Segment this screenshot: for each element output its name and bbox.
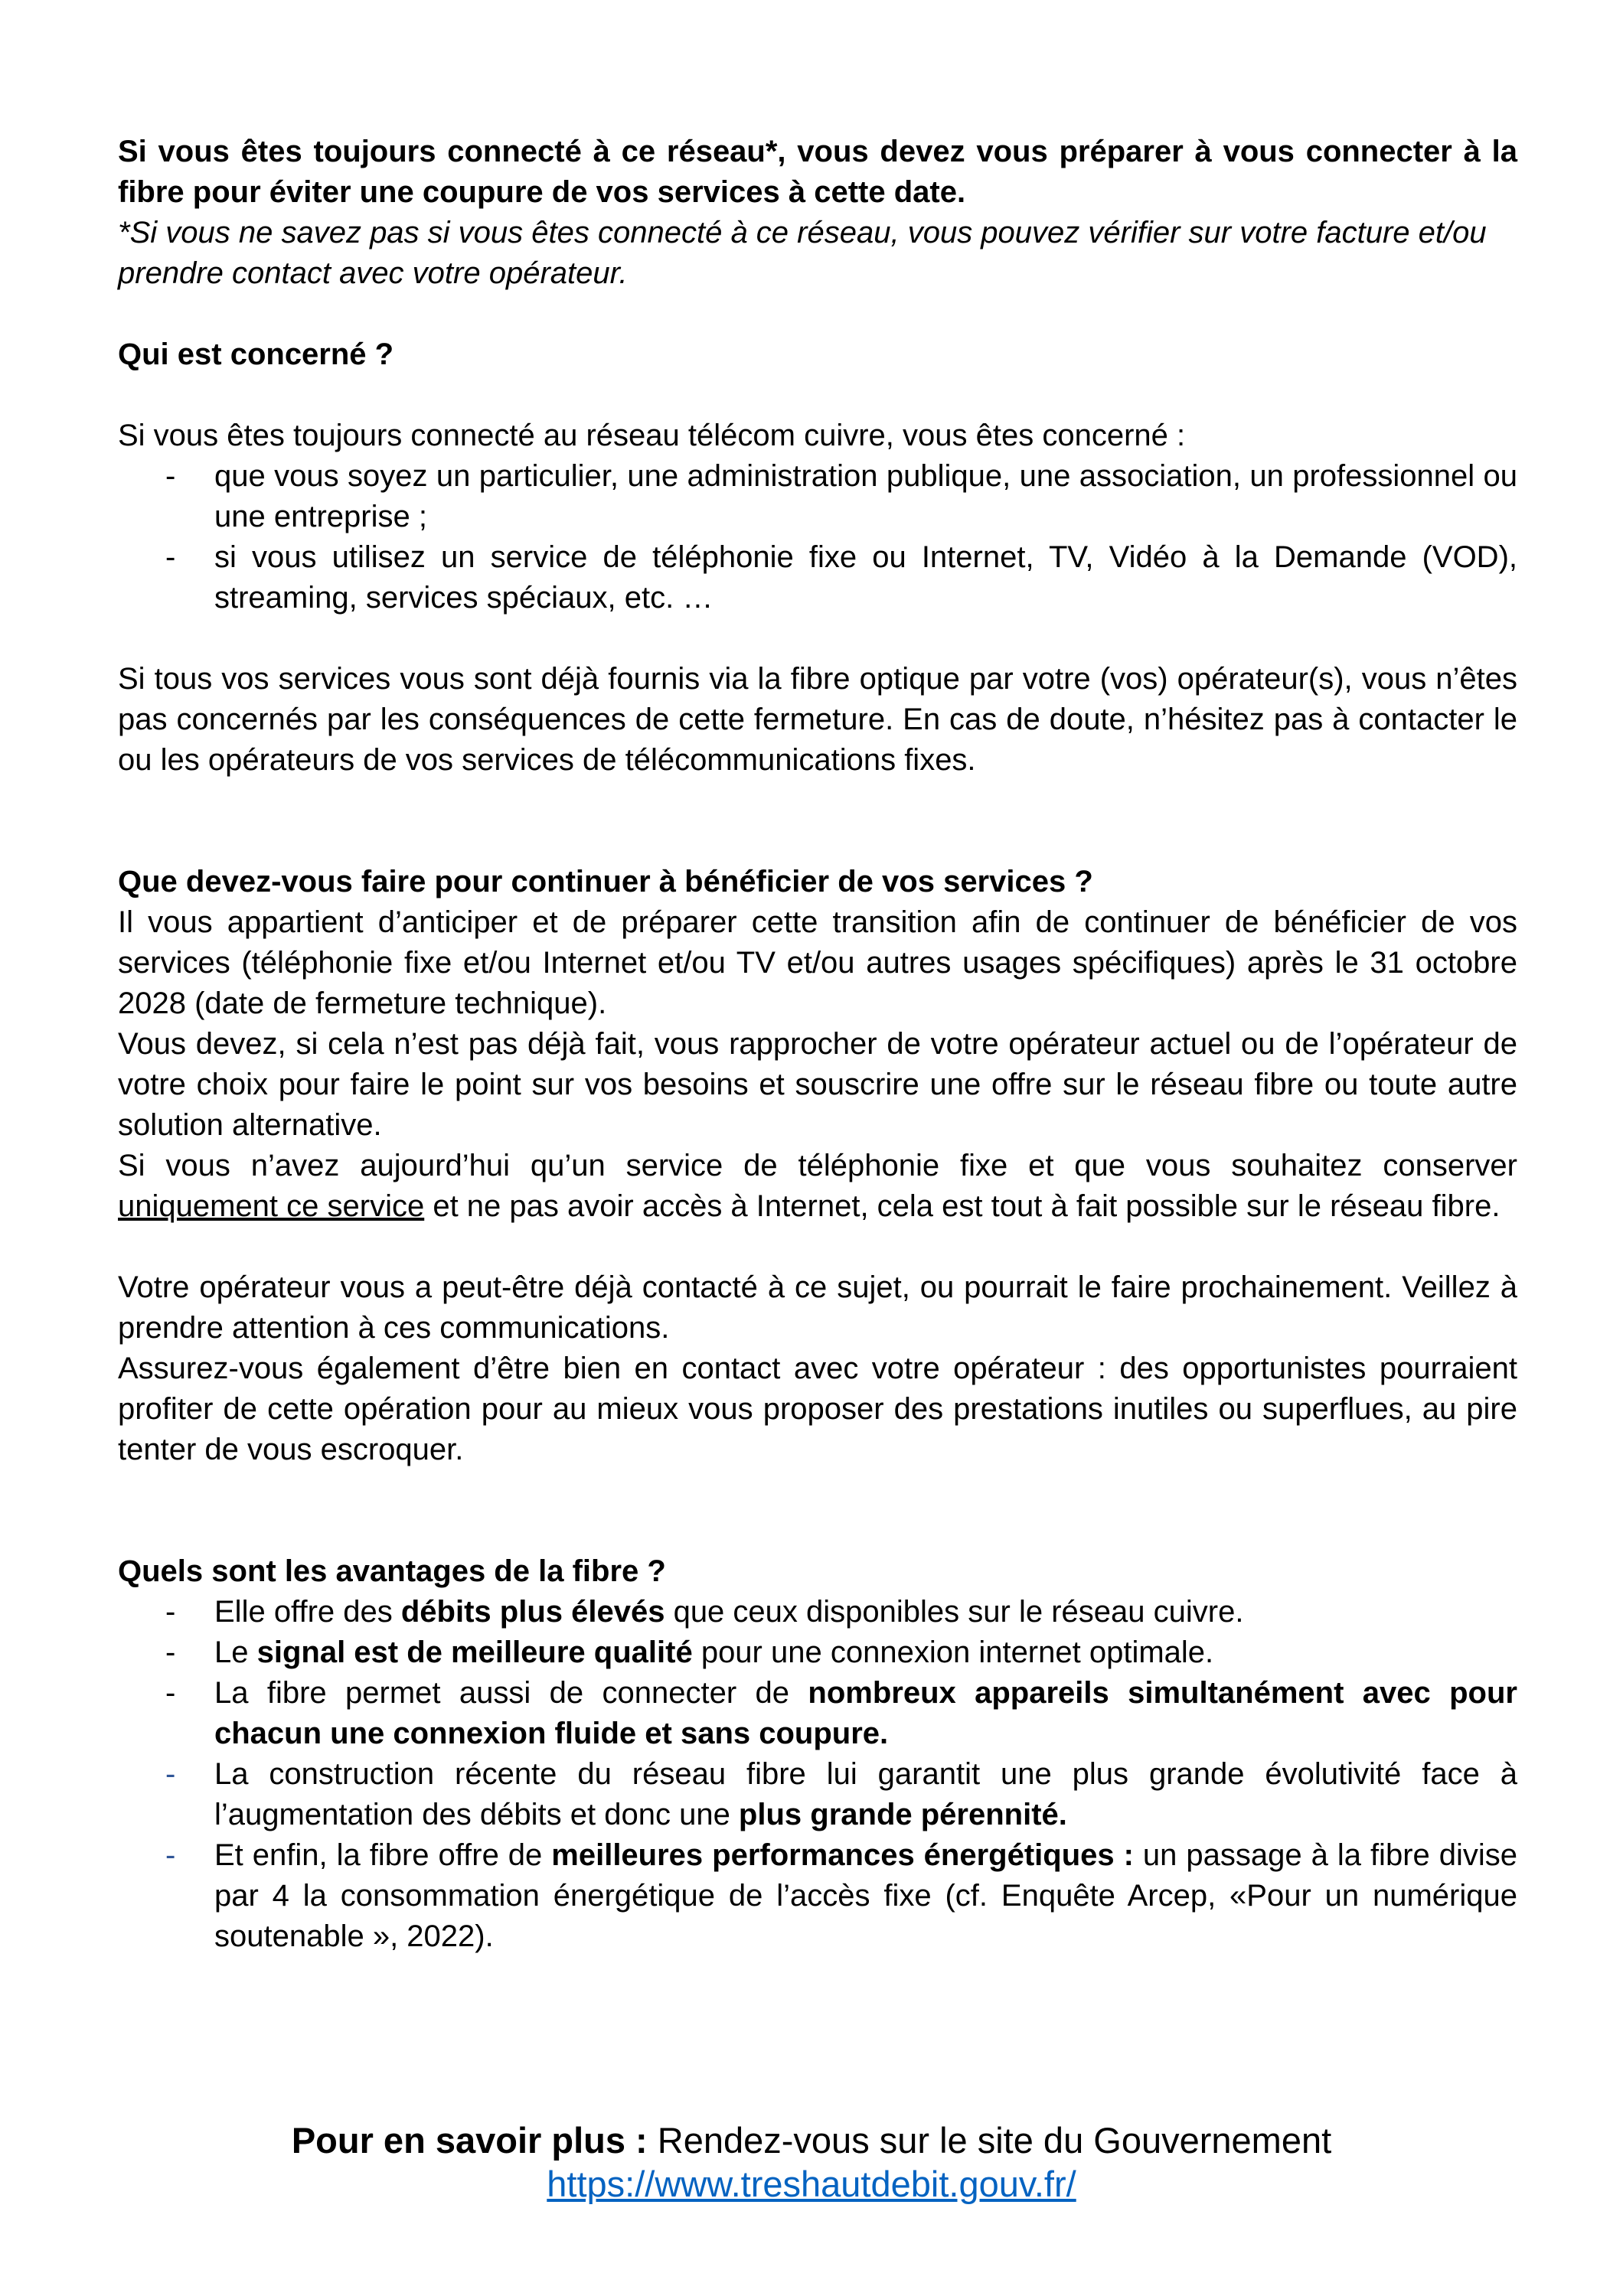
list-item: - Le signal est de meilleure qualité pour une connexion internet optimale. [118,1632,1517,1673]
faire-paragraph-2: Vous devez, si cela n’est pas déjà fait, vous rapprocher de votre opérateur actuel ou de l’opérateur de votre choix pour faire le point sur vos besoins et souscrire une offre sur le réseau fibre ou toute autre solution alternative. [118,1027,1517,1142]
concerne-lead: Si vous êtes toujours connecté au réseau télécom cuivre, vous êtes concerné : [118,419,1186,452]
concerne-closing: Si tous vos services vous sont déjà fournis via la fibre optique par votre (vos) opérateur(s), vous n’êtes pas concernés par les conséquences de cette fermeture. En cas de doute, n’hésitez pas à contacter le ou les opérateurs de vos services de télécommunications fixes. [118,662,1517,777]
list-item: - Elle offre des débits plus élevés que ceux disponibles sur le réseau cuivre. [118,1592,1517,1632]
footnote: *Si vous ne savez pas si vous êtes connecté à ce réseau, vous pouvez vérifier sur votre facture et/ou prendre contact avec votre opérateur. [118,216,1487,290]
heading-avantages: Quels sont les avantages de la fibre ? [118,1554,666,1588]
document-page [118,132,1517,1957]
heading-que-faire: Que devez-vous faire pour continuer à bénéficier de vos services ? [118,865,1093,899]
dash-bullet: - [165,1838,176,1872]
faire-paragraph-4: Votre opérateur vous a peut-être déjà contacté à ce sujet, ou pourrait le faire prochainement. Veillez à prendre attention à ces communications. [118,1270,1517,1345]
warning-paragraph: Si vous êtes toujours connecté à ce réseau*, vous devez vous préparer à vous connecter à la fibre pour éviter une coupure de vos services à cette date. [118,135,1517,209]
footer [0,2118,1623,2206]
dash-bullet: - [165,1636,176,1669]
footer-line [0,2118,1623,2162]
list-item: - La construction récente du réseau fibre lui garantit une plus grande évolutivité face à l’augmentation des débits et donc une plus grande pérennité. [118,1754,1517,1835]
underlined-phrase: uniquement ce service [118,1189,425,1223]
footer-text: Rendez-vous sur le site du Gouvernement [647,2120,1332,2161]
concerne-list [118,456,1517,618]
list-item: - si vous utilisez un service de téléphonie fixe ou Internet, TV, Vidéo à la Demande (VOD), streaming, services spéciaux, etc. … [118,537,1517,618]
faire-paragraph-5: Assurez-vous également d’être bien en contact avec votre opérateur : des opportunistes pourraient profiter de cette opération pour au mieux vous proposer des prestations inutiles ou superflues, au pire tenter de vous escroquer. [118,1352,1517,1466]
list-item: - que vous soyez un particulier, une administration publique, une association, un professionnel ou une entreprise ; [118,456,1517,537]
list-item: - La fibre permet aussi de connecter de nombreux appareils simultanément avec pour chacun une connexion fluide et sans coupure. [118,1673,1517,1754]
footer-bold-label: Pour en savoir plus : [291,2120,648,2161]
dash-bullet: - [165,1676,176,1710]
faire-paragraph-1: Il vous appartient d’anticiper et de préparer cette transition afin de continuer de bénéficier de vos services (téléphonie fixe et/ou Internet et/ou TV et/ou autres usages spécifiques) après le 31 octobre 2028 (date de fermeture technique). [118,905,1517,1020]
avantages-list [118,1592,1517,1957]
dash-bullet: - [165,1757,176,1791]
list-item: - Et enfin, la fibre offre de meilleures performances énergétiques : un passage à la fibre divise par 4 la consommation énergétique de l’accès fixe (cf. Enquête Arcep, «Pour un numérique soutenable », 2022). [118,1835,1517,1957]
government-site-link[interactable]: https://www.treshautdebit.gouv.fr/ [547,2164,1076,2204]
faire-paragraph-3: Si vous n’avez aujourd’hui qu’un service de téléphonie fixe et que vous souhaitez conserver uniquement ce service et ne pas avoir accès à Internet, cela est tout à fait possible sur le réseau fibre. [118,1149,1517,1223]
heading-qui-est-concerne: Qui est concerné ? [118,338,394,371]
dash-bullet: - [165,1595,176,1629]
dash-bullet: - [165,540,176,574]
dash-bullet: - [165,459,176,493]
